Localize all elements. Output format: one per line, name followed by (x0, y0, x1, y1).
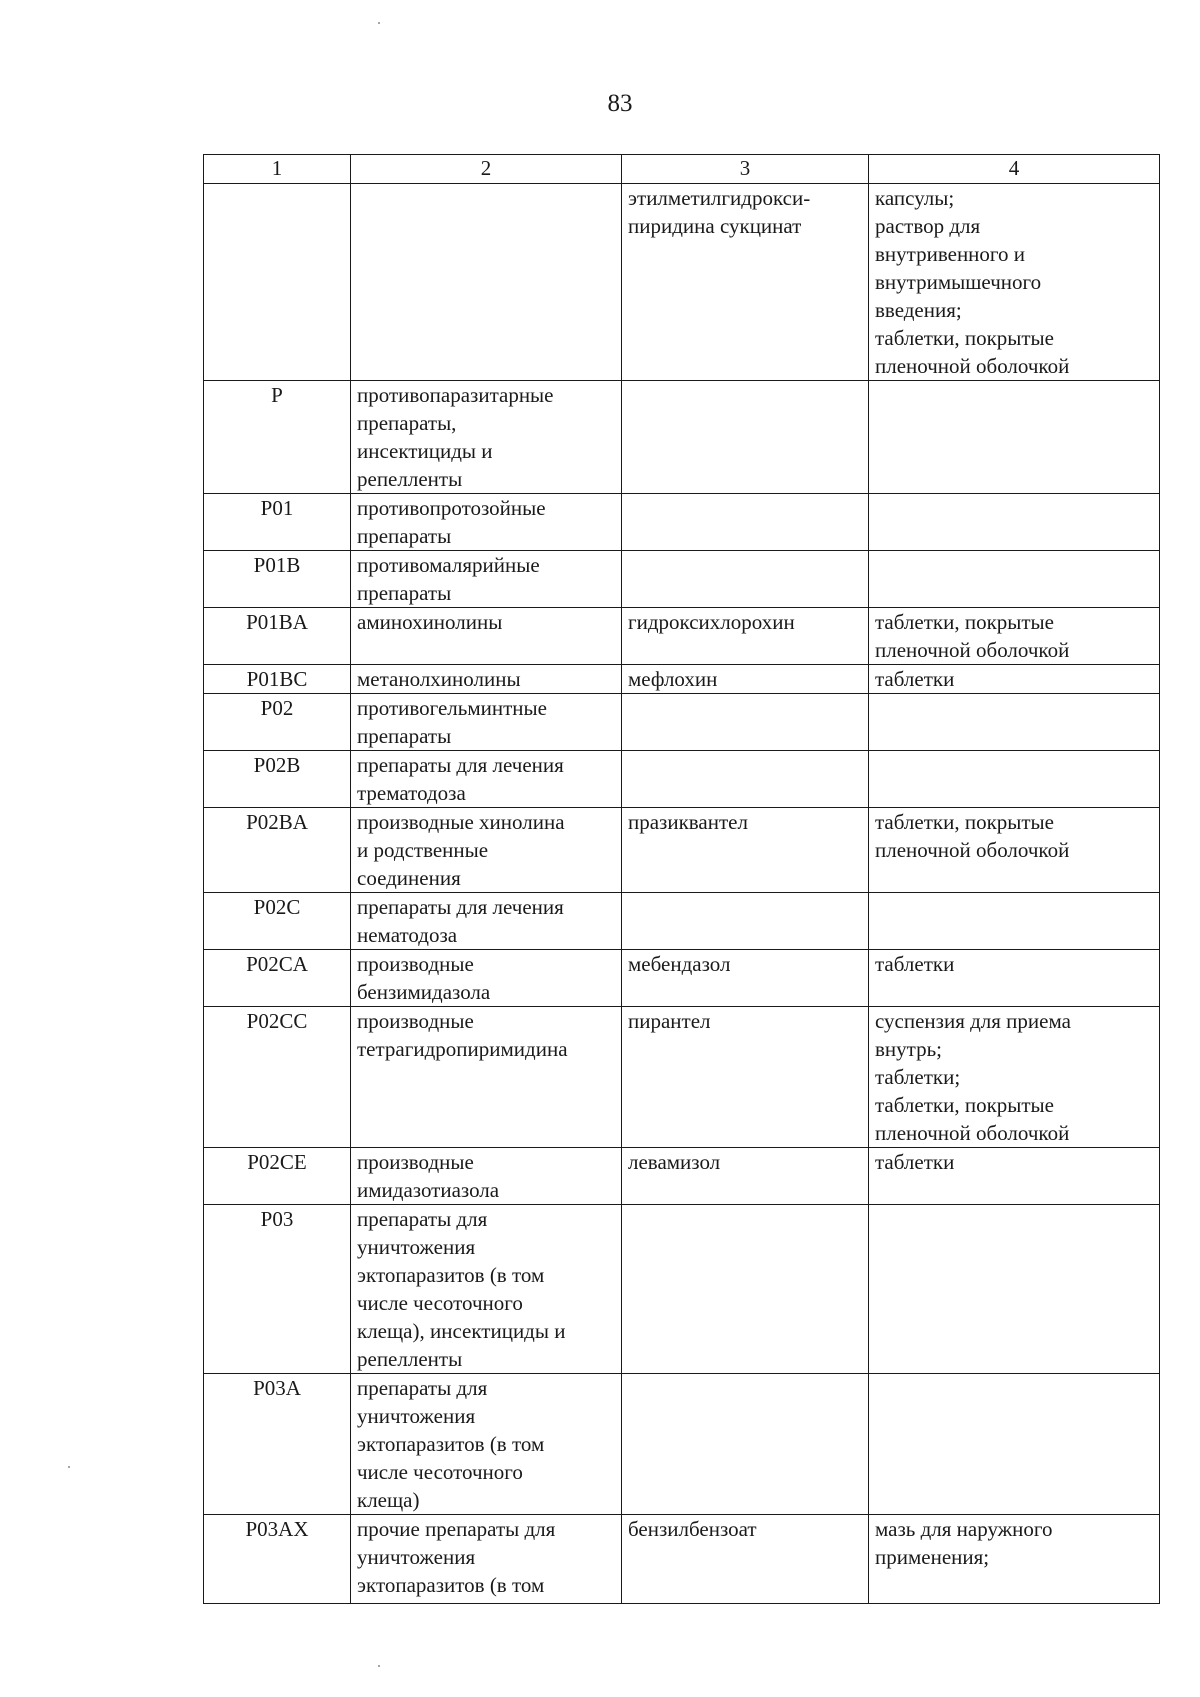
drug-cell: мебендазол (622, 950, 869, 1007)
form-cell: таблетки (869, 665, 1160, 694)
table-row (204, 1205, 1160, 1374)
drug-cell (622, 694, 869, 751)
form-cell: таблетки, покрытые пленочной оболочкой (869, 808, 1160, 893)
drug-cell (622, 1205, 869, 1374)
code-cell: P02 (204, 694, 351, 751)
table-row (204, 950, 1160, 1007)
form-cell (869, 381, 1160, 494)
drug-cell (622, 893, 869, 950)
column-header-1: 1 (204, 155, 351, 184)
scan-speck (378, 22, 380, 24)
group-cell: противогельминтные препараты (351, 694, 622, 751)
scan-speck (378, 1665, 380, 1667)
code-cell (204, 184, 351, 381)
drug-cell (622, 381, 869, 494)
form-cell: таблетки (869, 950, 1160, 1007)
form-cell (869, 751, 1160, 808)
table-row (204, 381, 1160, 494)
page-number: 83 (607, 90, 633, 117)
group-cell: препараты для уничтожения эктопаразитов (в том числе чесоточного клеща) (351, 1374, 622, 1515)
group-cell (351, 184, 622, 381)
table-row (204, 494, 1160, 551)
code-cell: P02CC (204, 1007, 351, 1148)
group-cell: производные хинолина и родственные соединения (351, 808, 622, 893)
scan-speck (68, 1466, 70, 1468)
table-row (204, 893, 1160, 950)
column-header-3: 3 (622, 155, 869, 184)
drug-cell (622, 494, 869, 551)
drug-cell: этилметилгидрокси- пиридина сукцинат (622, 184, 869, 381)
group-cell: аминохинолины (351, 608, 622, 665)
code-cell: P01BC (204, 665, 351, 694)
table-row (204, 665, 1160, 694)
group-cell: препараты для лечения нематодоза (351, 893, 622, 950)
table-row (204, 608, 1160, 665)
group-cell: производные тетрагидропиримидина (351, 1007, 622, 1148)
table-row (204, 808, 1160, 893)
drug-cell: мефлохин (622, 665, 869, 694)
drug-classification-table (203, 154, 1160, 1604)
code-cell: P02CA (204, 950, 351, 1007)
drug-cell: празиквантел (622, 808, 869, 893)
group-cell: метанолхинолины (351, 665, 622, 694)
group-cell: производные имидазотиазола (351, 1148, 622, 1205)
table-row (204, 694, 1160, 751)
group-cell: противопаразитарные препараты, инсектициды и репелленты (351, 381, 622, 494)
code-cell: P02B (204, 751, 351, 808)
form-cell (869, 551, 1160, 608)
group-cell: препараты для уничтожения эктопаразитов (в том числе чесоточного клеща), инсектициды и репелленты (351, 1205, 622, 1374)
table-row (204, 551, 1160, 608)
table-row (204, 1148, 1160, 1205)
form-cell: таблетки (869, 1148, 1160, 1205)
code-cell: P03A (204, 1374, 351, 1515)
column-header-2: 2 (351, 155, 622, 184)
drug-cell (622, 551, 869, 608)
group-cell: противопротозойные препараты (351, 494, 622, 551)
group-cell: противомалярийные препараты (351, 551, 622, 608)
form-cell (869, 1205, 1160, 1374)
column-header-4: 4 (869, 155, 1160, 184)
form-cell (869, 1374, 1160, 1515)
table-body (204, 184, 1160, 1604)
form-cell (869, 494, 1160, 551)
form-cell: таблетки, покрытые пленочной оболочкой (869, 608, 1160, 665)
code-cell: P01B (204, 551, 351, 608)
form-cell (869, 694, 1160, 751)
table-row (204, 1374, 1160, 1515)
drug-cell: пирантел (622, 1007, 869, 1148)
code-cell: P (204, 381, 351, 494)
code-cell: P03 (204, 1205, 351, 1374)
code-cell: P02BA (204, 808, 351, 893)
drug-cell (622, 751, 869, 808)
table-header-row (204, 155, 1160, 184)
code-cell: P01 (204, 494, 351, 551)
form-cell (869, 893, 1160, 950)
code-cell: P02CE (204, 1148, 351, 1205)
table-row (204, 751, 1160, 808)
code-cell: P01BA (204, 608, 351, 665)
group-cell: производные бензимидазола (351, 950, 622, 1007)
table-row (204, 184, 1160, 381)
table-row (204, 1007, 1160, 1148)
code-cell: P03AX (204, 1515, 351, 1604)
drug-cell: гидроксихлорохин (622, 608, 869, 665)
form-cell: капсулы; раствор для внутривенного и внутримышечного введения; таблетки, покрытые пленочной оболочкой (869, 184, 1160, 381)
drug-cell: бензилбензоат (622, 1515, 869, 1604)
drug-cell: левамизол (622, 1148, 869, 1205)
code-cell: P02C (204, 893, 351, 950)
group-cell: прочие препараты для уничтожения эктопаразитов (в том (351, 1515, 622, 1604)
form-cell: мазь для наружного применения; (869, 1515, 1160, 1604)
drug-cell (622, 1374, 869, 1515)
group-cell: препараты для лечения трематодоза (351, 751, 622, 808)
table-row (204, 1515, 1160, 1604)
form-cell: суспензия для приема внутрь; таблетки; таблетки, покрытые пленочной оболочкой (869, 1007, 1160, 1148)
